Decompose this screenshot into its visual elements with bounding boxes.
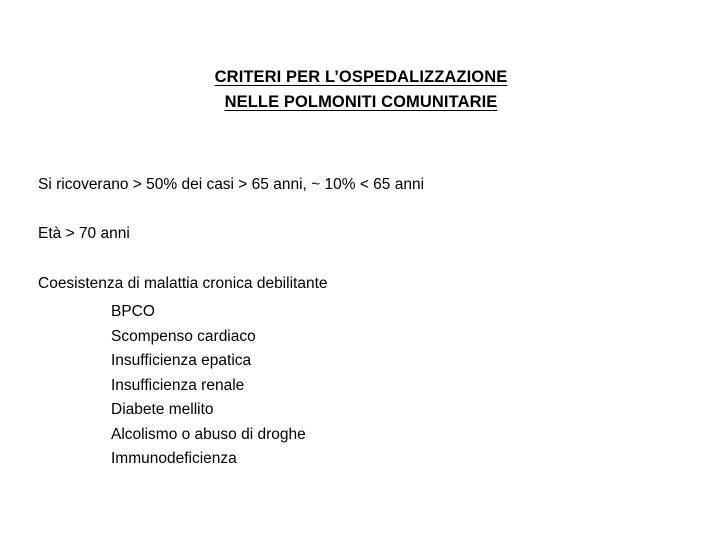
list-item: Scompenso cardiaco — [111, 327, 256, 345]
chronic-disease-heading: Coesistenza di malattia cronica debilitante — [38, 275, 328, 292]
list-item: Alcolismo o abuso di droghe — [111, 425, 306, 443]
title-line-1: CRITERI PER L’OSPEDALIZZAZIONE — [214, 68, 508, 86]
age-criterion-text: Età > 70 anni — [38, 225, 130, 242]
list-item: BPCO — [111, 303, 155, 320]
title-line-2: NELLE POLMONITI COMUNITARIE — [224, 93, 498, 111]
hospitalization-rate-text: Si ricoverano > 50% dei casi > 65 anni, ~ 10% < 65 anni — [38, 176, 425, 193]
list-item: Insufficienza epatica — [111, 352, 252, 369]
list-item: Diabete mellito — [111, 401, 214, 418]
condition-list — [111, 300, 306, 472]
list-item: Immunodeficienza — [111, 450, 237, 467]
list-item: Insufficienza renale — [111, 376, 245, 394]
slide-title — [186, 65, 536, 115]
